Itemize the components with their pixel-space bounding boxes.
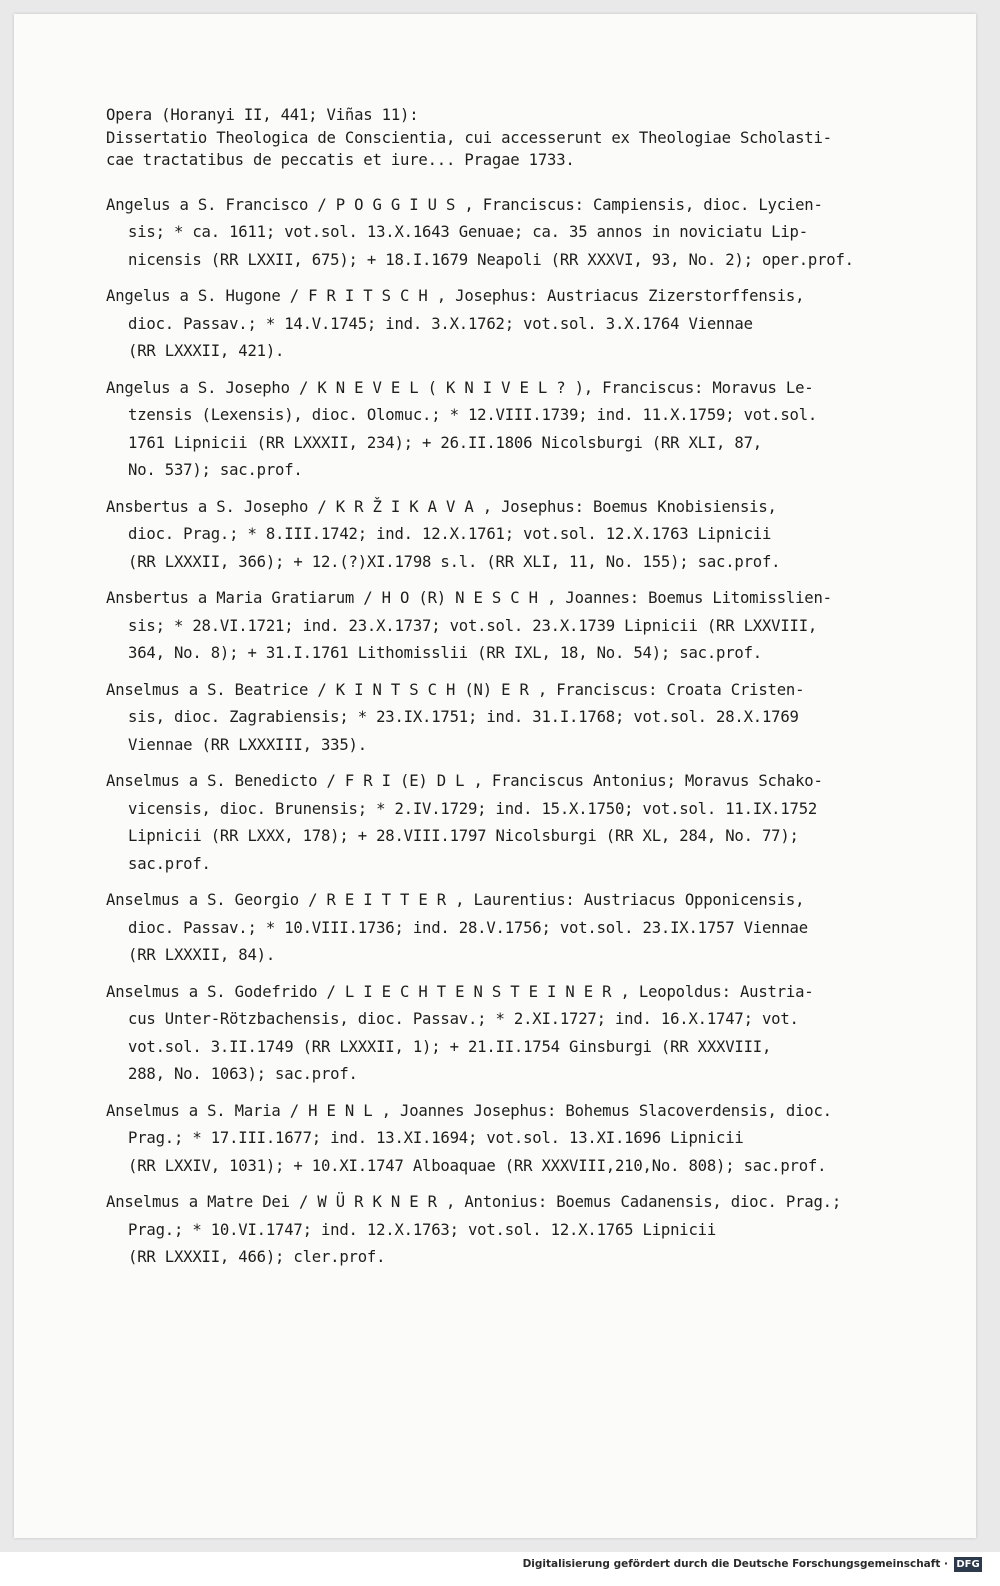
citation-line: cae tractatibus de peccatis et iure... Pragae 1733. [106,151,575,169]
entry-detail-line: sis; * ca. 1611; vot.sol. 13.X.1643 Genuae; ca. 35 annos in noviciatu Lip- [128,223,808,241]
dfg-logo: DFG [954,1557,982,1572]
document-body [106,104,946,1281]
citation-line: Opera (Horanyi II, 441; Viñas 11): [106,106,419,124]
entry-detail-line: (RR LXXXII, 421). [128,342,285,360]
entry-detail-line: dioc. Prag.; * 8.III.1742; ind. 12.X.1761; vot.sol. 12.X.1763 Lipnicii [128,525,772,543]
entry-heading-line: Anselmus a S. Maria / H E N L , Joannes Josephus: Bohemus Slacoverdensis, dioc. [106,1101,832,1120]
entry-detail-line: Prag.; * 10.VI.1747; ind. 12.X.1763; vot.sol. 12.X.1765 Lipnicii [128,1220,717,1239]
entry-heading-line: Ansbertus a S. Josepho / K R Ž I K A V A , Josephus: Boemus Knobisiensis, [106,497,777,516]
entry-detail-line: tzensis (Lexensis), dioc. Olomuc.; * 12.VIII.1739; ind. 11.X.1759; vot.sol. [128,406,818,424]
funding-note: Digitalisierung gefördert durch die Deutsche Forschungsgemeinschaft · [522,1558,948,1570]
entry-detail-line: sis; * 28.VI.1721; ind. 23.X.1737; vot.sol. 23.X.1739 Lipnicii (RR LXXVIII, [128,616,818,635]
biography-entry [106,1189,946,1272]
entry-detail-line: vicensis, dioc. Brunensis; * 2.IV.1729; ind. 15.X.1750; vot.sol. 11.IX.1752 [128,799,818,818]
entry-detail-line: vot.sol. 3.II.1749 (RR LXXXII, 1); + 21.II.1754 Ginsburgi (RR XXXVIII, [128,1037,772,1056]
biography-entry [106,677,946,760]
entry-detail-line: cus Unter-Rötzbachensis, dioc. Passav.; * 2.XI.1727; ind. 16.X.1747; vot. [128,1010,799,1028]
entry-heading-line: Angelus a S. Josepho / K N E V E L ( K N I V E L ? ), Franciscus: Moravus Le- [106,378,814,397]
entry-heading-line: Anselmus a S. Georgio / R E I T T E R , Laurentius: Austriacus Opponicensis, [106,891,805,909]
entry-list [106,192,946,1272]
biography-entry [106,887,946,970]
entry-detail-line: 364, No. 8); + 31.I.1761 Lithomisslii (RR IXL, 18, No. 54); sac.prof. [128,644,762,662]
entry-detail-line: (RR LXXXII, 84). [128,946,276,964]
entry-heading-line: Anselmus a S. Godefrido / L I E C H T E N S T E I N E R , Leopoldus: Austria- [106,982,814,1001]
biography-entry [106,375,946,485]
entry-detail-line: dioc. Passav.; * 10.VIII.1736; ind. 28.V.1756; vot.sol. 23.IX.1757 Viennae [128,918,808,937]
entry-detail-line: Prag.; * 17.III.1677; ind. 13.XI.1694; vot.sol. 13.XI.1696 Lipnicii [128,1129,744,1147]
entry-detail-line: nicensis (RR LXXII, 675); + 18.I.1679 Neapoli (RR XXXVI, 93, No. 2); oper.prof. [128,250,854,269]
biography-entry [106,494,946,577]
biography-entry [106,283,946,366]
biography-entry [106,768,946,878]
biography-entry [106,1098,946,1181]
entry-detail-line: No. 537); sac.prof. [128,461,303,479]
entry-heading-line: Anselmus a S. Benedicto / F R I (E) D L , Franciscus Antonius; Moravus Schako- [106,772,823,790]
entry-heading-line: Anselmus a S. Beatrice / K I N T S C H (N) E R , Franciscus: Croata Cristen- [106,680,805,699]
entry-heading-line: Angelus a S. Hugone / F R I T S C H , Josephus: Austriacus Zizerstorffensis, [106,287,805,305]
biography-entry [106,979,946,1089]
entry-detail-line: 288, No. 1063); sac.prof. [128,1065,358,1083]
citation-line: Dissertatio Theologica de Conscientia, cui accesserunt ex Theologiae Scholasti- [106,128,832,147]
entry-heading-line: Ansbertus a Maria Gratiarum / H O (R) N E S C H , Joannes: Boemus Litomisslien- [106,589,832,607]
entry-detail-line: (RR LXXIV, 1031); + 10.XI.1747 Alboaquae (RR XXXVIII,210,No. 808); sac.prof. [128,1156,827,1175]
entry-detail-line: (RR LXXXII, 466); cler.prof. [128,1248,386,1266]
entry-detail-line: sac.prof. [128,854,211,873]
entry-detail-line: Viennae (RR LXXXIII, 335). [128,735,367,754]
entry-detail-line: 1761 Lipnicii (RR LXXXII, 234); + 26.II.1806 Nicolsburgi (RR XLI, 87, [128,433,762,452]
works-citation [106,104,946,172]
entry-detail-line: dioc. Passav.; * 14.V.1745; ind. 3.X.1762; vot.sol. 3.X.1764 Viennae [128,314,753,333]
entry-heading-line: Angelus a S. Francisco / P O G G I U S , Franciscus: Campiensis, dioc. Lycien- [106,195,823,214]
entry-detail-line: Lipnicii (RR LXXX, 178); + 28.VIII.1797 Nicolsburgi (RR XL, 284, No. 77); [128,827,799,845]
entry-detail-line: (RR LXXXII, 366); + 12.(?)XI.1798 s.l. (RR XLI, 11, No. 155); sac.prof. [128,552,781,571]
biography-entry [106,192,946,275]
entry-heading-line: Anselmus a Matre Dei / W Ü R K N E R , Antonius: Boemus Cadanensis, dioc. Prag.; [106,1193,842,1211]
entry-detail-line: sis, dioc. Zagrabiensis; * 23.IX.1751; ind. 31.I.1768; vot.sol. 28.X.1769 [128,708,799,726]
biography-entry [106,585,946,668]
